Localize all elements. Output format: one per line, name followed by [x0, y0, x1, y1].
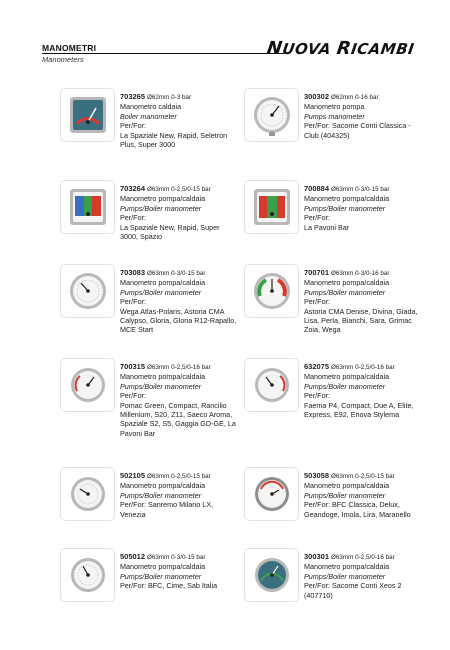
- compatibility-list: La Pavoni Bar: [304, 222, 350, 232]
- product-thumbnail: [60, 180, 115, 234]
- product-name: Manometro pompa/caldaia: [304, 481, 390, 491]
- product-spec: Ø63mm 0-3/0-15 bar: [147, 554, 206, 561]
- product-thumbnail: [244, 264, 299, 318]
- product-name-en: Pumps/Boiler manometer: [304, 203, 386, 213]
- product-name: Manometro pompa/caldaia: [304, 194, 390, 204]
- per-for-label: Per/For:: [120, 213, 146, 223]
- product-code: 300302: [304, 92, 330, 101]
- product-thumbnail: [60, 467, 115, 521]
- compatibility-list: Wega Atlas-Polaris, Astoria CMA Calypso, Gloria, Gloria R12-Rapallo, MCE Start: [120, 306, 237, 335]
- compatibility-list: La Spaziale New, Rapid, Seletron Plus, Super 3000: [120, 130, 228, 150]
- per-for-compat: Per/For: BFC Classica, Delux, Geandoge, Imola, Lira, Maranello: [304, 500, 411, 519]
- product-name-en: Pumps/Boiler manometer: [120, 571, 202, 581]
- brand-logo: NUOVA RICAMBI: [265, 38, 416, 59]
- per-for-label: Per/For:: [304, 297, 330, 307]
- compatibility-list: Astoria CMA Denise, Divina, Giada, Lisa, Perla, Bianchi, Sara, Grimac Zoia, Wega: [304, 306, 418, 335]
- round-gauge-white-icon: [67, 270, 109, 312]
- product-name: Manometro pompa/caldaia: [120, 481, 206, 491]
- product-spec: Ø62mm 0-16 bar: [331, 94, 379, 101]
- product-thumbnail: [244, 88, 299, 142]
- product-name: Manometro pompa/caldaia: [304, 372, 390, 382]
- square-gauge-colored-icon: [251, 186, 293, 228]
- product-name-en: Pumps/Boiler manometer: [120, 203, 202, 213]
- round-gauge-white-icon: [251, 473, 293, 515]
- per-for-compat: Per/For: Sacome Conti Xeos 2 (407710): [304, 581, 402, 600]
- product-code: 703083: [120, 268, 146, 277]
- section-subtitle: Manometers: [42, 55, 84, 64]
- per-for-compat: Per/For: Sacome Conti Classica - Club (404325): [304, 121, 411, 140]
- per-for-compat: Per/For: Sanremo Milano LX, Venezia: [120, 500, 214, 519]
- product-name: Manometro pompa/caldaia: [304, 562, 390, 572]
- product-spec: Ø63mm 0-2,5/0-15 bar: [147, 186, 211, 193]
- per-for-label: Per/For:: [120, 391, 146, 401]
- header-rule: [42, 53, 284, 54]
- product-code: 703265: [120, 92, 146, 101]
- per-for-label: Per/For:: [304, 391, 330, 401]
- product-spec: Ø63mm 0-2,5/0-16 bar: [331, 364, 395, 371]
- product-code: 700315: [120, 362, 146, 371]
- compatibility-list: La Spaziale New, Rapid, Super 3000, Spazio: [120, 222, 220, 242]
- product-name-en: Pumps/Boiler manometer: [304, 490, 386, 500]
- product-thumbnail: [60, 358, 115, 412]
- product-code: 505012: [120, 552, 146, 561]
- product-name: Manometro pompa/caldaia: [120, 278, 206, 288]
- product-spec: Ø63mm 0-3/0-16 bar: [331, 270, 390, 277]
- product-spec: Ø63mm 0-3/0-15 bar: [147, 270, 206, 277]
- product-name-en: Pumps/Boiler manometer: [120, 381, 202, 391]
- round-gauge-colored-icon: [251, 270, 293, 312]
- product-code: 632075: [304, 362, 330, 371]
- product-spec: Ø62mm 0-3 bar: [147, 94, 192, 101]
- per-for-compat: Per/For: BFC, Cime, Sab Italia: [120, 581, 218, 591]
- product-name: Manometro pompa/caldaia: [120, 562, 206, 572]
- product-name-en: Pumps/Boiler manometer: [304, 571, 386, 581]
- compatibility-list: Pomac Green, Compact, Rancilio Millenium, S20, Z11, Saeco Aroma, Spaziale S2, S5, Gaggia GD-GE, La Pavoni Bar: [120, 400, 236, 438]
- product-name-en: Pumps/Boiler manometer: [120, 490, 202, 500]
- compatibility-list: Faema P4, Compact, Due A, Elite, Express, E92, Enova Stylema: [304, 400, 414, 420]
- page-header: [42, 38, 414, 74]
- product-spec: Ø63mm 0-2,5/0-16 bar: [331, 554, 395, 561]
- product-thumbnail: [60, 264, 115, 318]
- product-thumbnail: [60, 548, 115, 602]
- round-gauge-white-icon: [251, 364, 293, 406]
- product-thumbnail: [244, 467, 299, 521]
- product-name: Manometro caldaia: [120, 102, 182, 112]
- square-gauge-dark-icon: [67, 94, 109, 136]
- product-code: 700701: [304, 268, 330, 277]
- round-gauge-white-icon: [67, 473, 109, 515]
- product-name: Manometro pompa/caldaia: [120, 372, 206, 382]
- square-gauge-colored-icon: [67, 186, 109, 228]
- product-thumbnail: [244, 180, 299, 234]
- product-name-en: Pumps/Boiler manometer: [120, 287, 202, 297]
- section-title: MANOMETRI: [42, 43, 97, 53]
- product-name-en: Pumps/Boiler manometer: [304, 381, 386, 391]
- product-spec: Ø63mm 0-3/0-15 bar: [331, 186, 390, 193]
- product-name-en: Pumps manometer: [304, 111, 365, 121]
- product-thumbnail: [244, 358, 299, 412]
- product-code: 300301: [304, 552, 330, 561]
- product-thumbnail: [244, 548, 299, 602]
- product-spec: Ø63mm 0-2,5/0-15 bar: [331, 473, 395, 480]
- product-spec: Ø63mm 0-2,5/0-15 bar: [147, 473, 211, 480]
- product-code: 502105: [120, 471, 146, 480]
- product-code: 503058: [304, 471, 330, 480]
- product-thumbnail: [60, 88, 115, 142]
- product-code: 703264: [120, 184, 146, 193]
- per-for-label: Per/For:: [120, 121, 146, 131]
- round-gauge-white-icon: [67, 554, 109, 596]
- product-name-en: Pumps/Boiler manometer: [304, 287, 386, 297]
- round-gauge-white-icon: [251, 94, 293, 136]
- product-name-en: Boiler manometer: [120, 111, 177, 121]
- per-for-label: Per/For:: [304, 213, 330, 223]
- round-gauge-dark-icon: [251, 554, 293, 596]
- product-name: Manometro pompa/caldaia: [304, 278, 390, 288]
- per-for-label: Per/For:: [120, 297, 146, 307]
- product-name: Manometro pompa/caldaia: [120, 194, 206, 204]
- product-name: Manometro pompa: [304, 102, 365, 112]
- product-code: 700884: [304, 184, 330, 193]
- round-gauge-white-icon: [67, 364, 109, 406]
- product-spec: Ø63mm 0-2,5/0-16 bar: [147, 364, 211, 371]
